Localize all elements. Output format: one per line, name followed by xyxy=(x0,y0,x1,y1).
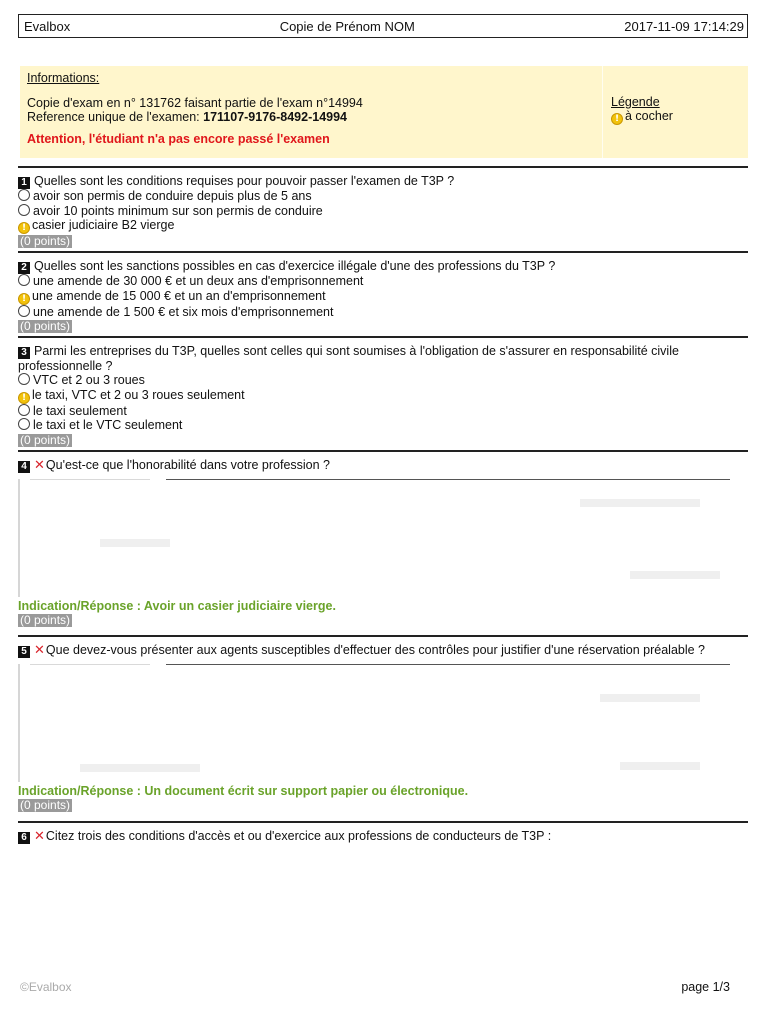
points-badge: (0 points) xyxy=(20,319,71,333)
question-label: Quelles sont les conditions requises pour pouvoir passer l'examen de T3P ? xyxy=(34,174,455,188)
scan-smudge xyxy=(580,499,700,507)
option-label: le taxi, VTC et 2 ou 3 roues seulement xyxy=(32,387,245,402)
option[interactable] xyxy=(18,305,748,320)
radio-icon[interactable] xyxy=(18,189,30,201)
option-label: une amende de 15 000 € et un an d'emprisonnement xyxy=(32,288,326,303)
question-text xyxy=(18,259,748,274)
reference-line xyxy=(27,110,595,124)
answer-rule xyxy=(30,479,150,480)
footer-copyright: ©Evalbox xyxy=(20,980,72,994)
question-number: 5 xyxy=(18,646,30,658)
points-badge: (0 points) xyxy=(20,613,71,627)
question-label: Que devez-vous présenter aux agents susceptibles d'effectuer des contrôles pour justifier d'une réservation préalable ? xyxy=(45,643,706,657)
scan-smudge xyxy=(600,694,700,702)
scan-smudge xyxy=(80,764,200,772)
question-label: Citez trois des conditions d'accès et ou d'exercice aux professions de conducteurs de T3P : xyxy=(45,829,552,843)
question-label: Parmi les entreprises du T3P, quelles sont celles qui sont soumises à l'obligation de s'assurer en responsabilité civile professionnelle ? xyxy=(18,344,679,373)
warning-icon: ! xyxy=(18,392,30,404)
question-number: 4 xyxy=(18,461,30,473)
question-text xyxy=(18,643,748,658)
answer-area[interactable] xyxy=(18,479,732,597)
page-header xyxy=(18,14,748,38)
option-label: avoir son permis de conduire depuis plus de 5 ans xyxy=(33,189,312,203)
legend-item xyxy=(611,109,740,125)
question-label: Quelles sont les sanctions possibles en cas d'exercice illégale d'une des professions du T3P ? xyxy=(34,259,556,273)
question-5 xyxy=(18,635,748,812)
radio-icon[interactable] xyxy=(18,274,30,286)
question-number: 2 xyxy=(18,262,30,274)
scan-smudge xyxy=(620,762,700,770)
question-number: 1 xyxy=(18,177,30,189)
question-number: 6 xyxy=(18,832,30,844)
option[interactable] xyxy=(18,373,748,388)
scan-smudge xyxy=(100,539,170,547)
app-name: Evalbox xyxy=(24,18,71,34)
option[interactable] xyxy=(18,418,748,433)
info-heading: Informations: xyxy=(27,71,100,85)
exam-warning: Attention, l'étudiant n'a pas encore passé l'examen xyxy=(27,132,330,146)
question-6 xyxy=(18,821,748,844)
info-panel xyxy=(20,66,748,158)
legend-title: Légende xyxy=(611,95,660,109)
warning-icon: ! xyxy=(18,293,30,305)
points-badge: (0 points) xyxy=(20,798,71,812)
page-number: page 1/3 xyxy=(681,980,730,994)
question-2 xyxy=(18,251,748,333)
option[interactable] xyxy=(18,218,748,234)
radio-icon[interactable] xyxy=(18,204,30,216)
answer-rule xyxy=(166,664,730,665)
warning-icon: ! xyxy=(18,222,30,234)
radio-icon[interactable] xyxy=(18,404,30,416)
points-badge: (0 points) xyxy=(20,234,71,248)
option-label: le taxi seulement xyxy=(33,403,127,418)
cross-icon: ✕ xyxy=(34,643,45,658)
option[interactable] xyxy=(18,189,748,204)
question-number: 3 xyxy=(18,347,30,359)
radio-icon[interactable] xyxy=(18,418,30,430)
question-text xyxy=(18,829,748,844)
legend-panel xyxy=(602,66,748,158)
copy-line: Copie d'exam en n° 131762 faisant partie de l'exam n°14994 xyxy=(27,96,363,110)
option-label: une amende de 1 500 € et six mois d'emprisonnement xyxy=(33,304,334,319)
cross-icon: ✕ xyxy=(34,829,45,844)
question-3 xyxy=(18,336,748,447)
answer-area[interactable] xyxy=(18,664,732,782)
document-title: Copie de Prénom NOM xyxy=(279,18,415,34)
question-4 xyxy=(18,450,748,627)
question-text xyxy=(18,344,748,373)
warning-icon: ! xyxy=(611,113,623,125)
answer-rule xyxy=(30,664,150,665)
question-1 xyxy=(18,166,748,248)
option[interactable] xyxy=(18,204,748,219)
question-text xyxy=(18,174,748,189)
option[interactable] xyxy=(18,274,748,289)
question-text xyxy=(18,458,748,473)
option-label: avoir 10 points minimum sur son permis de conduire xyxy=(33,203,323,218)
option-label: VTC et 2 ou 3 roues xyxy=(33,373,145,387)
radio-icon[interactable] xyxy=(18,373,30,385)
points-badge: (0 points) xyxy=(20,432,71,447)
answer-rule xyxy=(166,479,730,480)
option-label: le taxi et le VTC seulement xyxy=(33,418,183,432)
timestamp: 2017-11-09 17:14:29 xyxy=(624,18,744,34)
info-details xyxy=(20,66,602,158)
option-label: une amende de 30 000 € et un deux ans d'emprisonnement xyxy=(33,274,364,288)
answer-hint: Indication/Réponse : Avoir un casier judiciaire vierge. xyxy=(18,599,336,613)
option[interactable] xyxy=(18,388,748,404)
legend-item-label: à cocher xyxy=(625,109,673,123)
option[interactable] xyxy=(18,289,748,305)
question-label: Qu'est-ce que l'honorabilité dans votre profession ? xyxy=(45,458,331,472)
reference-label: Reference unique de l'examen: xyxy=(27,110,200,124)
radio-icon[interactable] xyxy=(18,305,30,317)
reference-value: 171107-9176-8492-14994 xyxy=(203,110,348,124)
cross-icon: ✕ xyxy=(34,458,45,473)
option[interactable] xyxy=(18,404,748,419)
answer-hint: Indication/Réponse : Un document écrit sur support papier ou électronique. xyxy=(18,784,469,798)
scan-smudge xyxy=(630,571,720,579)
option-label: casier judiciaire B2 vierge xyxy=(32,218,175,232)
